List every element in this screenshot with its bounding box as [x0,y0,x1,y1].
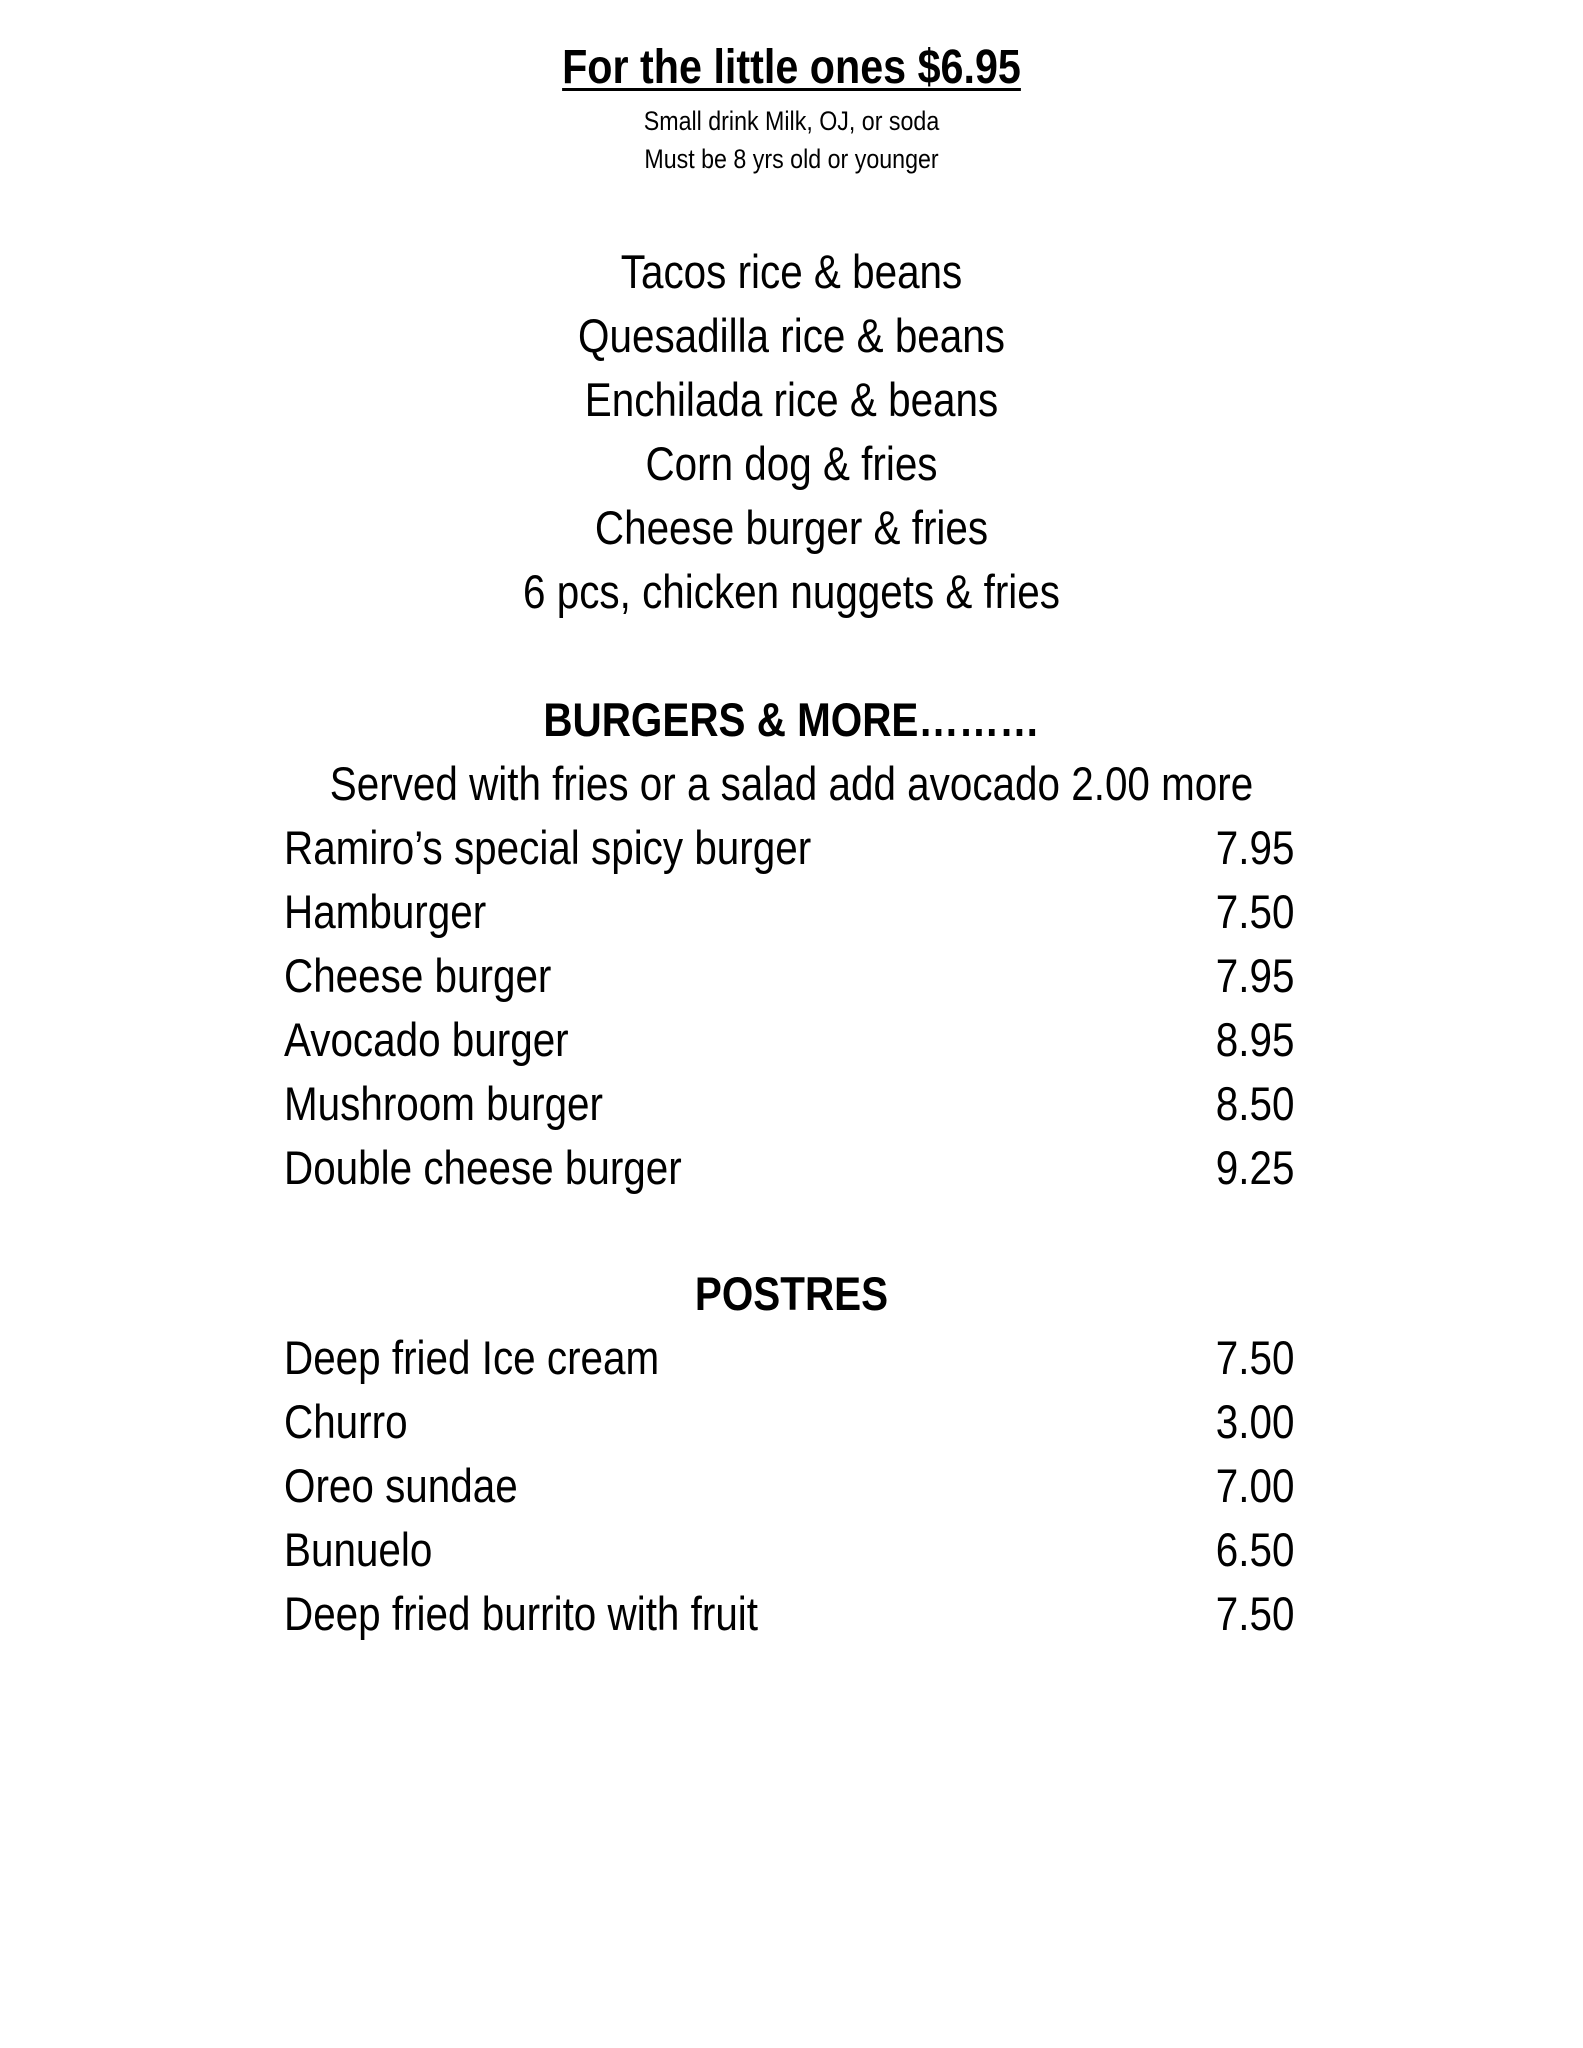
kids-item: Tacos rice & beans [620,245,963,298]
item-name: Double cheese burger [284,1141,682,1194]
postre-menu-row [284,1582,1294,1646]
item-name: Ramiro’s special spicy burger [284,821,812,874]
burgers-section-title: BURGERS & MORE……… [543,693,1040,746]
postre-menu-row [284,1518,1294,1582]
burger-menu-row [284,944,1294,1008]
burgers-section-note: Served with fries or a salad add avocado 2.00 more [329,757,1254,810]
burger-menu-row [284,1008,1294,1072]
item-price: 8.50 [1215,1077,1294,1130]
item-name: Hamburger [284,885,487,938]
item-price: 6.50 [1215,1523,1294,1576]
item-name: Oreo sundae [284,1459,518,1512]
burger-menu-row [284,880,1294,944]
item-price: 7.00 [1215,1459,1294,1512]
kids-item: Cheese burger & fries [594,501,989,554]
item-price: 9.25 [1215,1141,1294,1194]
item-name: Mushroom burger [284,1077,604,1130]
burger-menu-row [284,1072,1294,1136]
postre-menu-row [284,1326,1294,1390]
postre-menu-row [284,1390,1294,1454]
item-price: 8.95 [1215,1013,1294,1066]
item-name: Churro [284,1395,408,1448]
kids-item: 6 pcs, chicken nuggets & fries [523,565,1060,618]
item-price: 7.95 [1215,821,1294,874]
kids-drink-note: Small drink Milk, OJ, or soda [643,106,940,136]
item-price: 7.50 [1215,885,1294,938]
burger-menu-row [284,816,1294,880]
item-price: 7.95 [1215,949,1294,1002]
kids-item: Quesadilla rice & beans [578,309,1005,362]
burger-menu-row [284,1136,1294,1200]
item-name: Cheese burger [284,949,552,1002]
item-name: Deep fried Ice cream [284,1331,660,1384]
kids-item: Enchilada rice & beans [584,373,999,426]
postre-menu-row [284,1454,1294,1518]
item-price: 3.00 [1215,1395,1294,1448]
item-name: Avocado burger [284,1013,569,1066]
item-price: 7.50 [1215,1587,1294,1640]
item-name: Deep fried burrito with fruit [284,1587,759,1640]
kids-age-note: Must be 8 yrs old or younger [644,144,939,174]
kids-section-title: For the little ones $6.95 [562,41,1021,94]
item-name: Bunuelo [284,1523,433,1576]
postres-section-title: POSTRES [694,1267,889,1320]
item-price: 7.50 [1215,1331,1294,1384]
kids-item: Corn dog & fries [645,437,938,490]
